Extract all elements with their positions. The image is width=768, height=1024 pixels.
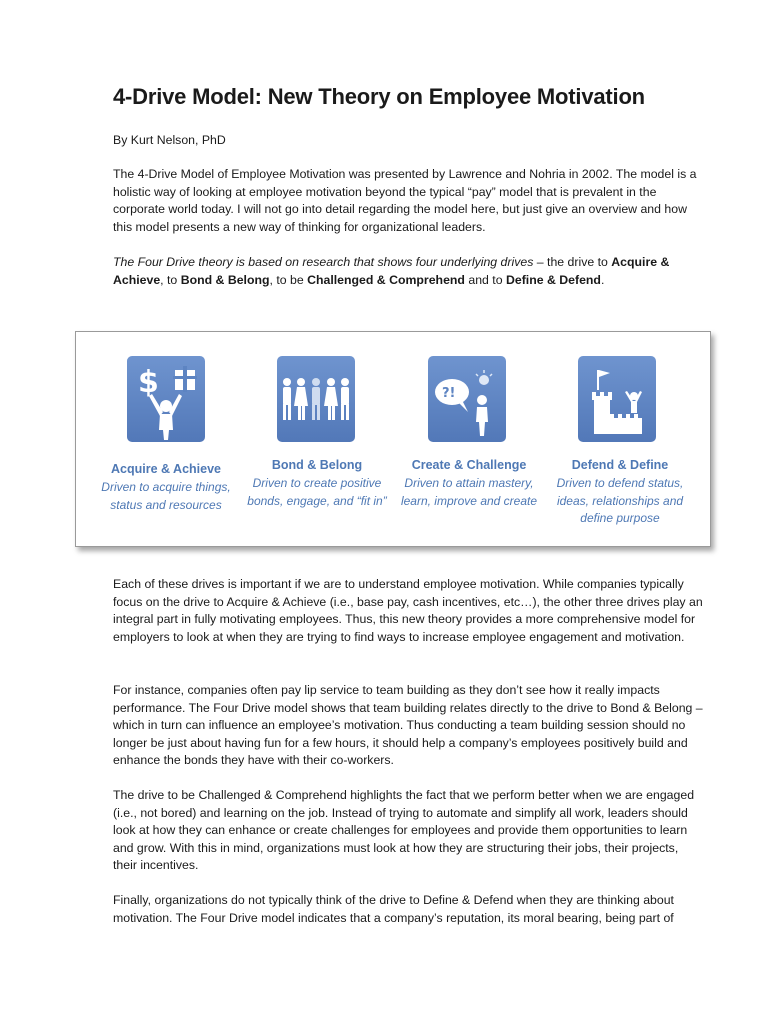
drive-title: Acquire & Achieve	[111, 462, 221, 476]
people-group-icon	[277, 356, 355, 442]
lead-text-3: , to be	[269, 272, 308, 287]
drive-description: Driven to create positive bonds, engage, and “fit in”	[247, 476, 387, 508]
idea-speech-icon	[428, 356, 506, 442]
drive-description: Driven to acquire things, status and resources	[101, 480, 231, 512]
svg-text:$: $	[138, 365, 159, 400]
document-title: 4-Drive Model: New Theory on Employee Motivation	[113, 84, 645, 109]
lead-text-4: and to	[464, 272, 506, 287]
lead-drive-4: Define & Defend	[505, 272, 601, 287]
castle-flag-icon	[578, 356, 656, 442]
body-paragraph: For instance, companies often pay lip service to team building as they don’t see how it really impacts performance. The Four Drive model shows that team building relates directly to the drive to Bond & Belong – which in turn can influence an employee’s motivation. Thus conducting a team building session should no longer be just about having fun for a few hours, it should help a company’s employees positively build and enhance the bonds they have with their co-workers.	[113, 683, 703, 768]
drive-title: Defend & Define	[571, 458, 669, 472]
lead-italic: The Four Drive theory is based on research that shows four underlying drives	[113, 255, 534, 269]
lead-drive-3: Challenged & Comprehend	[307, 272, 465, 287]
intro-paragraph: The 4-Drive Model of Employee Motivation was presented by Lawrence and Nohria in 2002. The model is a holistic way of looking at employee motivation beyond the typical “pay” model that is prevalent in the corporate world today. I will not go into detail regarding the model here, but just give an overview and how this model presents a new way of thinking for organizational leaders.	[113, 167, 697, 234]
svg-text:?!: ?!	[442, 386, 456, 401]
lead-drive-1: Acquire & Achieve	[113, 255, 670, 287]
drive-title: Bond & Belong	[271, 458, 363, 472]
lead-text-5: .	[600, 272, 605, 287]
byline: By Kurt Nelson, PhD	[113, 133, 226, 147]
body-paragraph: The drive to be Challenged & Comprehend highlights the fact that we perform better when we are engaged (i.e., not bored) and learning on the job. Instead of trying to automate and simplify all work, leaders should look at how they can enhance or create challenges for employees and provide them opportunities to learn and grow. With this in mind, organizations must look at how they are structuring their jobs, their projects, their incentives.	[113, 788, 695, 873]
lead-drive-2: Bond & Belong	[180, 272, 270, 287]
body-paragraph: Finally, organizations do not typically think of the drive to Define & Defend when they are thinking about motivation. The Four Drive model indicates that a company’s reputation, its moral bearing, being part of	[113, 893, 674, 925]
drive-title: Create & Challenge	[411, 458, 527, 472]
drive-description: Driven to defend status, ideas, relationships and define purpose	[556, 476, 684, 525]
lead-text-2: , to	[160, 272, 181, 287]
drive-description: Driven to attain mastery, learn, improve and create	[400, 476, 538, 508]
lead-text-1: – the drive to	[533, 255, 612, 269]
body-paragraph: Each of these drives is important if we are to understand employee motivation. While companies typically focus on the drive to Acquire & Achieve (i.e., base pay, cash incentives, etc…), the other three drives play an integral part in fully motivating employees. Thus, this new theory provides a more comprehensive model for employers to look at when they are trying to find ways to increase employee engagement and motivation.	[113, 577, 703, 644]
money-gift-icon	[127, 356, 205, 442]
lead-paragraph	[113, 254, 705, 289]
four-drives-panel	[75, 331, 711, 547]
